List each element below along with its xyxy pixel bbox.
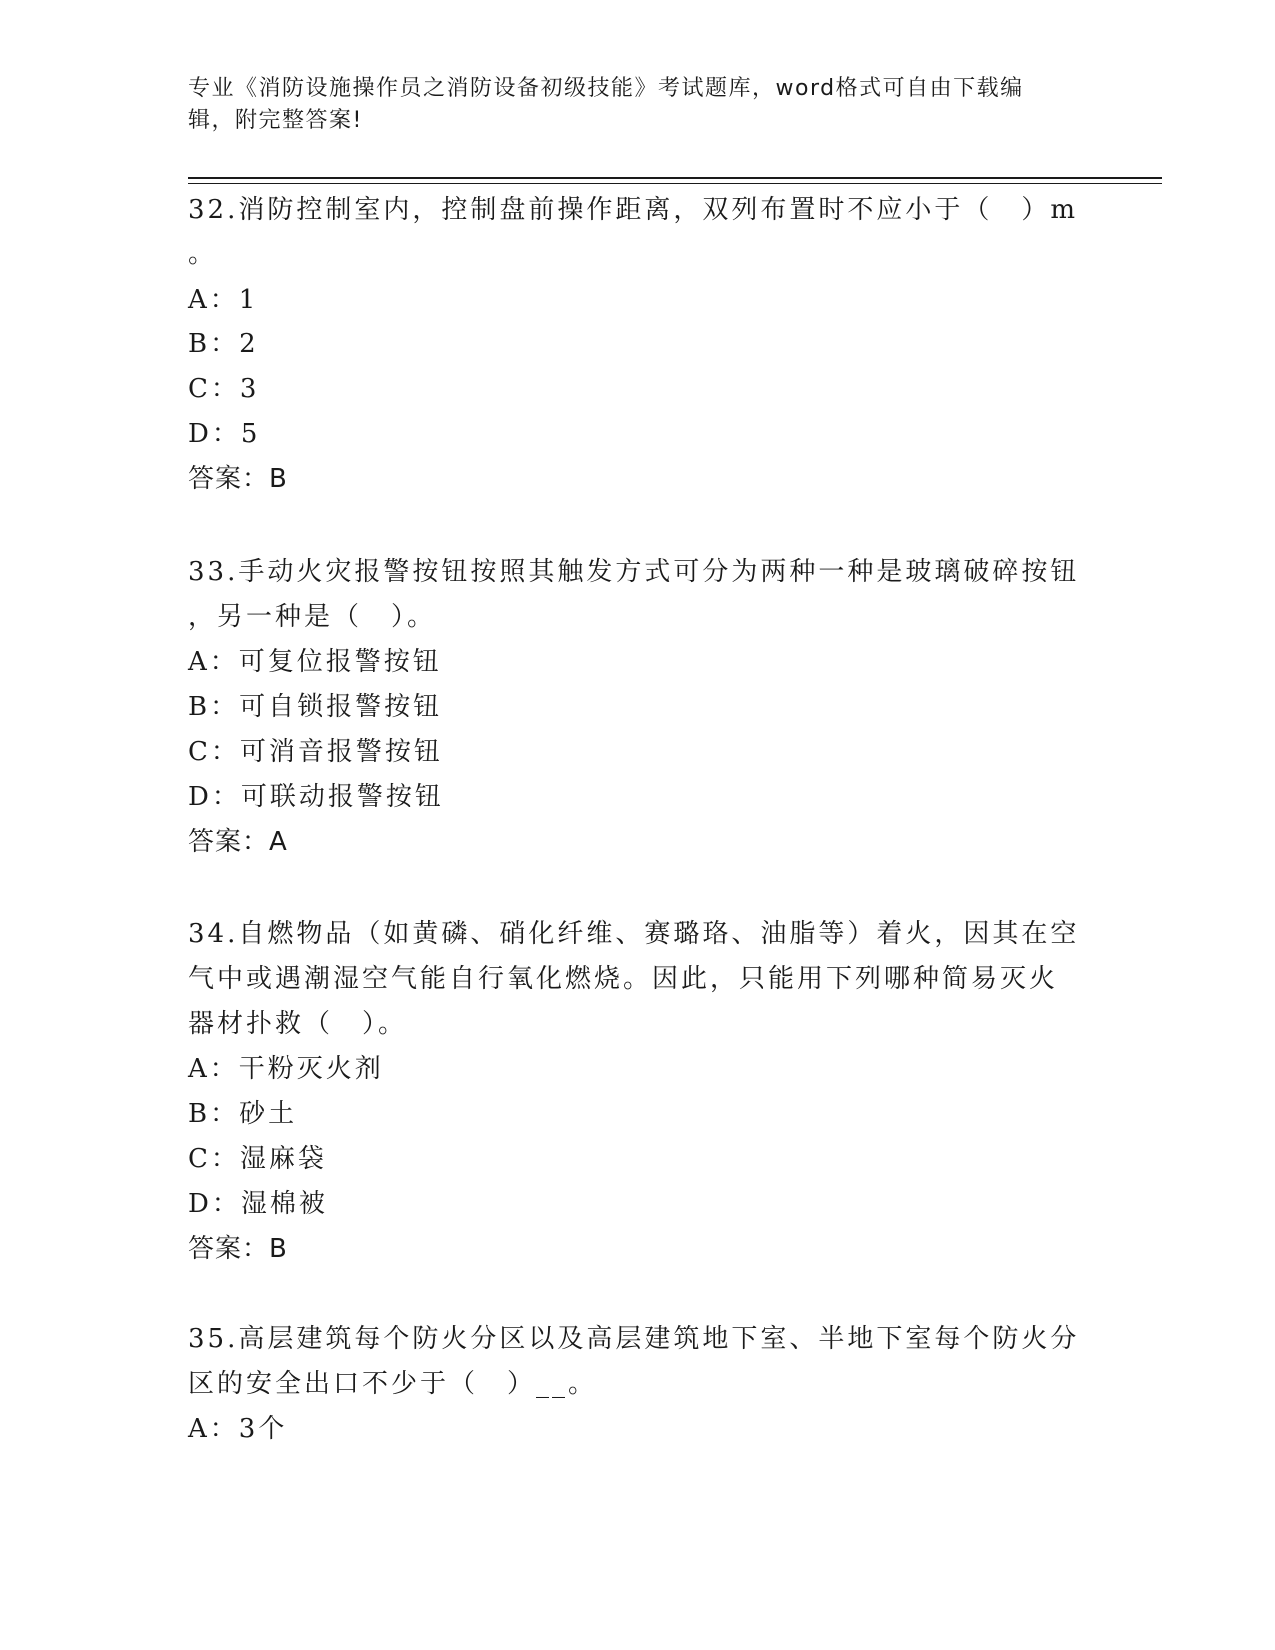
question-stem-line: 器材扑救（ ）。 (188, 1009, 408, 1039)
answer: 答案：B (188, 464, 288, 494)
question-stem-line: 33.手动火灾报警按钮按照其触发方式可分为两种一种是玻璃破碎按钮 (188, 557, 1080, 587)
option-a: A：3个 (188, 1414, 288, 1444)
option-d: D：湿棉被 (188, 1189, 328, 1219)
option-b: B：2 (188, 329, 259, 359)
question-stem-line: 32.消防控制室内，控制盘前操作距离，双列布置时不应小于（ ）m (188, 195, 1079, 225)
question-stem-line: 。 (188, 239, 218, 269)
option-a: A：可复位报警按钮 (188, 647, 442, 677)
answer: 答案：B (188, 1234, 288, 1264)
option-c: C：3 (188, 374, 260, 404)
option-a: A：干粉灭火剂 (188, 1054, 384, 1084)
option-b: B：可自锁报警按钮 (188, 692, 443, 722)
question-stem-line: 气中或遇潮湿空气能自行氧化燃烧。因此，只能用下列哪种简易灭火 (188, 964, 1059, 994)
option-c: C：可消音报警按钮 (188, 737, 443, 767)
question-stem-line: 34.自燃物品（如黄磷、硝化纤维、赛璐珞、油脂等）着火，因其在空 (188, 919, 1080, 949)
header-divider-thick (188, 177, 1162, 179)
header-divider-thin (188, 183, 1162, 184)
question-stem-line: ，另一种是（ ）。 (188, 602, 437, 632)
option-d: D：5 (188, 419, 261, 449)
document-header (188, 73, 1088, 137)
header-line-1: 专业《消防设施操作员之消防设备初级技能》考试题库，word格式可自由下载编 (188, 76, 1024, 101)
option-c: C：湿麻袋 (188, 1144, 327, 1174)
answer: 答案：A (188, 827, 288, 857)
option-d: D：可联动报警按钮 (188, 782, 444, 812)
question-stem-line: 区的安全出口不少于（ ）__。 (188, 1369, 598, 1399)
header-line-2: 辑，附完整答案! (188, 108, 363, 133)
option-b: B：砂土 (188, 1099, 298, 1129)
question-stem-line: 35.高层建筑每个防火分区以及高层建筑地下室、半地下室每个防火分 (188, 1324, 1080, 1354)
option-a: A：1 (188, 285, 259, 315)
